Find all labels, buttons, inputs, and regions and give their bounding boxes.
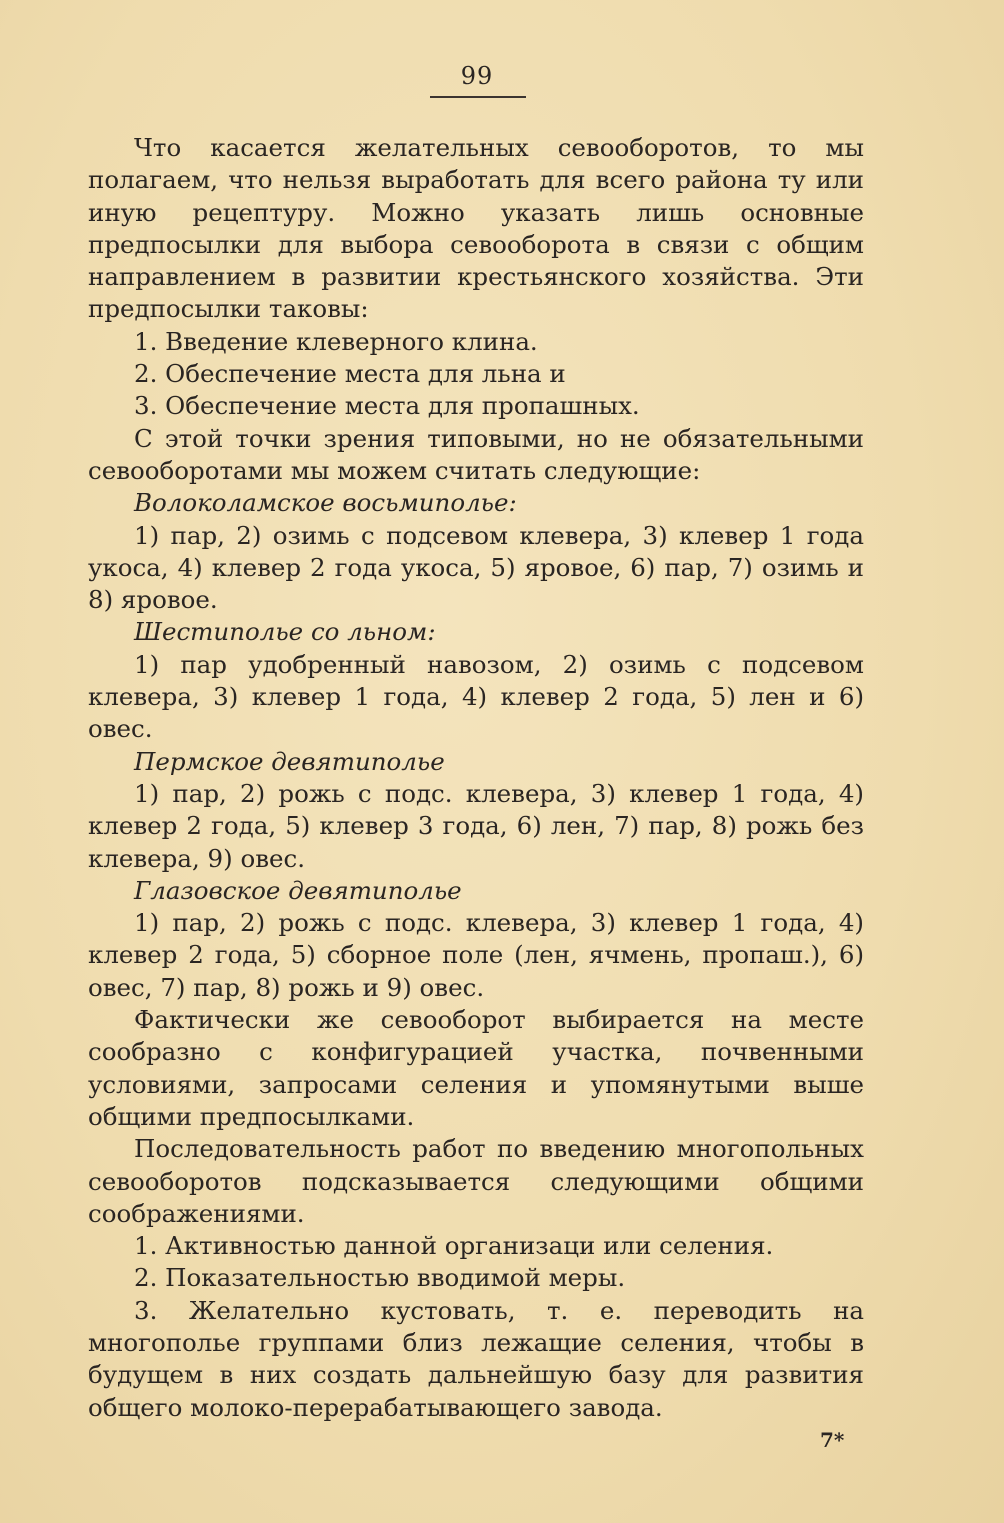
- subheading-volokolamsk: Волоколамское восьмиполье:: [134, 488, 517, 518]
- rotation-description: 1) пар удобренный навозом, 2) озимь с подсевом клевера, 3) клевер 1 года, 4) клевер 2 года, 5) лен и 6) овес.: [88, 649, 864, 744]
- list-item: 2. Обеспечение места для льна и: [134, 359, 566, 389]
- list-item: 3. Обеспечение места для пропашных.: [134, 391, 640, 421]
- page-number: 99: [460, 62, 494, 90]
- subheading-glazov: Глазовское девятиполье: [134, 875, 462, 905]
- paragraph-intro: Что касается желательных севооборотов, то мы полагаем, что нельзя выработать для всего района ту или иную рецептуру. Можно указать лишь основные предпосылки для выбора севооборота в связи с общим направлением в развитии крестьянского хозяйства. Эти предпосылки таковы:: [88, 133, 864, 324]
- paragraph: Последовательность работ по введению многопольных севооборотов подсказывается следующими общими соображениями.: [88, 1134, 864, 1228]
- rotation-description: 1) пар, 2) рожь с подс. клевера, 3) клевер 1 года, 4) клевер 2 года, 5) сборное поле (лен, ячмень, пропаш.), 6) овес, 7) пар, 8) рожь и 9) овес.: [88, 908, 864, 1002]
- list-item: 1. Введение клеверного клина.: [134, 326, 538, 356]
- signature-mark: 7*: [820, 1428, 845, 1452]
- paragraph: Фактически же севооборот выбирается на месте сообразно с конфигурацией участка, почвенными условиями, запросами селения и упомянутыми выше общими предпосылками.: [88, 1005, 864, 1131]
- list-item: 3. Желательно кустовать, т. е. переводить на многополье группами близ лежащие селения, чтобы в будущем в них создать дальнейшую базу для развития общего молоко-перерабатывающего завода.: [88, 1295, 864, 1422]
- rotation-description: 1) пар, 2) рожь с подс. клевера, 3) клевер 1 года, 4) клевер 2 года, 5) клевер 3 года, 6) лен, 7) пар, 8) рожь без клевера, 9) овес.: [88, 778, 864, 873]
- body-text: [88, 132, 864, 1424]
- header-rule: [430, 96, 526, 98]
- rotation-description: 1) пар, 2) озимь с подсевом клевера, 3) клевер 1 года укоса, 4) клевер 2 года укоса, 5) яровое, 6) пар, 7) озимь и 8) яровое.: [88, 520, 864, 615]
- list-item: 1. Активностью данной организаци или селения.: [134, 1231, 774, 1261]
- paragraph: С этой точки зрения типовыми, но не обязательными севооборотами мы можем считать следующие:: [88, 423, 864, 485]
- subheading-six-field: Шестиполье со льном:: [134, 617, 436, 647]
- subheading-perm: Пермское девятиполье: [134, 746, 445, 776]
- list-item: 2. Показательностью вводимой меры.: [134, 1263, 626, 1293]
